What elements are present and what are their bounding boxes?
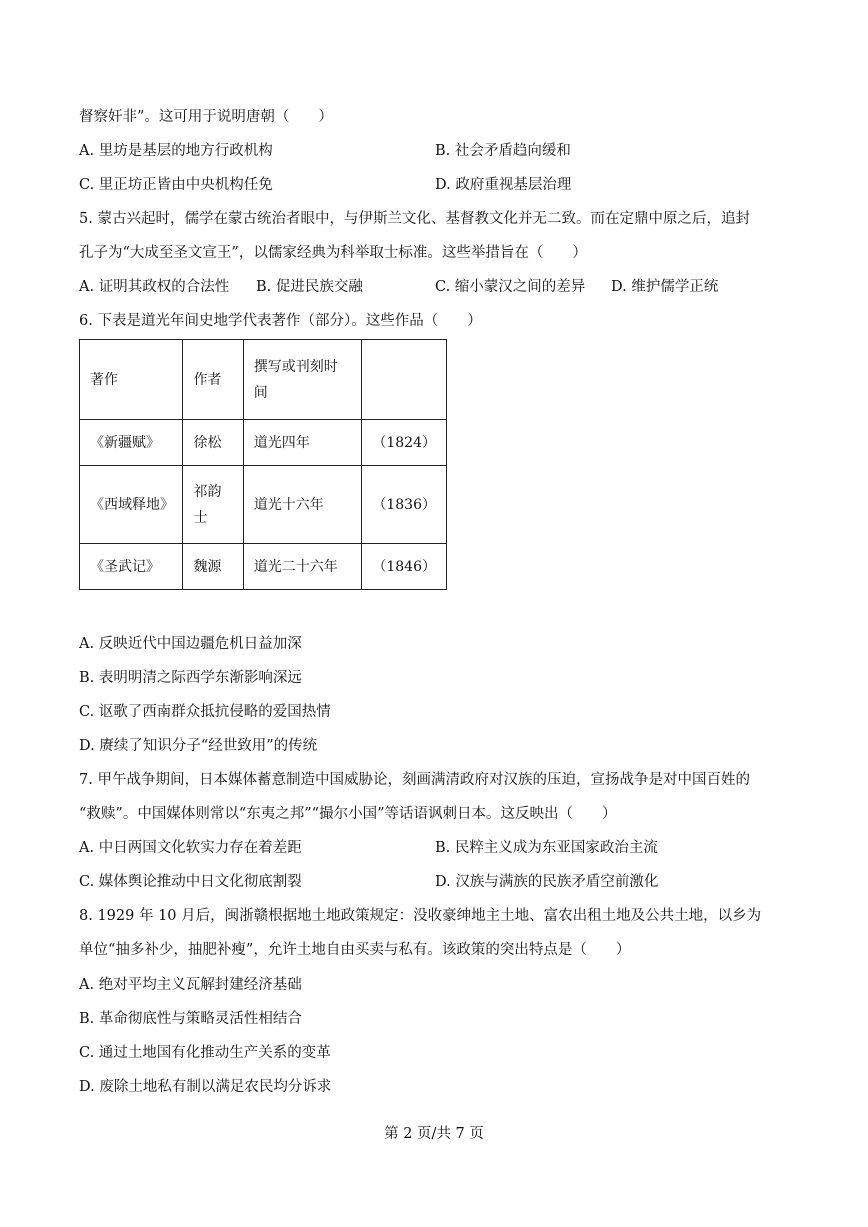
q8-stem-line1: 8. 1929 年 10 月后，闽浙赣根据地土地政策规定：没收豪绅地主土地、富农出租土地及公共土地，以乡为 (79, 908, 762, 924)
q6-option-c: C. 讴歌了西南群众抵抗侵略的爱国热情 (79, 704, 331, 720)
table-cell: 祁韵士 (183, 466, 243, 544)
table-cell: （1836） (362, 466, 447, 544)
q7-option-c: C. 媒体舆论推动中日文化彻底割裂 (79, 874, 302, 890)
table-cell: 《西域释地》 (80, 466, 183, 544)
table-header-cell (362, 340, 447, 420)
table-cell: 徐松 (183, 420, 243, 466)
table-cell: 道光十六年 (243, 466, 362, 544)
q6-stem: 6. 下表是道光年间史地学代表著作（部分）。这些作品（ ） (79, 313, 482, 329)
table-row (80, 466, 447, 544)
table-cell: 魏源 (183, 544, 243, 590)
q4-stem-tail: 督察奸非”。这可用于说明唐朝（ ） (79, 109, 333, 125)
q4-option-c: C. 里正坊正皆由中央机构任免 (79, 177, 273, 193)
q6-option-d: D. 赓续了知识分子“经世致用”的传统 (79, 738, 318, 754)
q5-option-c: C. 缩小蒙汉之间的差异 (435, 279, 586, 295)
table-header-cell: 著作 (80, 340, 183, 420)
q5-option-a: A. 证明其政权的合法性 (79, 279, 230, 295)
q5-stem-line1: 5. 蒙古兴起时，儒学在蒙古统治者眼中，与伊斯兰文化、基督教文化并无二致。而在定鼎中原之后，追封 (79, 211, 750, 227)
q8-option-d: D. 废除土地私有制以满足农民均分诉求 (79, 1079, 332, 1095)
q6-option-a: A. 反映近代中国边疆危机日益加深 (79, 636, 302, 652)
table-header-row (80, 340, 447, 420)
table-header-cell: 撰写或刊刻时间 (243, 340, 362, 420)
table-cell: 《新疆赋》 (80, 420, 183, 466)
page-footer: 第 2 页/共 7 页 (384, 1126, 484, 1142)
q5-stem-line2: 孔子为“大成至圣文宣王”，以儒家经典为科举取士标准。这些举措旨在（ ） (79, 245, 587, 261)
q7-option-b: B. 民粹主义成为东亚国家政治主流 (435, 840, 658, 856)
table-row (80, 544, 447, 590)
q6-option-b: B. 表明明清之际西学东渐影响深远 (79, 670, 302, 686)
q7-option-a: A. 中日两国文化软实力存在着差距 (79, 840, 302, 856)
q4-option-a: A. 里坊是基层的地方行政机构 (79, 143, 273, 159)
q7-option-d: D. 汉族与满族的民族矛盾空前激化 (435, 874, 659, 890)
q8-option-c: C. 通过土地国有化推动生产关系的变革 (79, 1045, 331, 1061)
q8-stem-line2: 单位“抽多补少，抽肥补瘦”，允许土地自由买卖与私有。该政策的突出特点是（ ） (79, 942, 631, 958)
q4-option-d: D. 政府重视基层治理 (435, 177, 572, 193)
q5-option-d: D. 维护儒学正统 (611, 279, 719, 295)
q7-stem-line1: 7. 甲午战争期间，日本媒体蓄意制造中国威胁论，刻画满清政府对汉族的压迫，宣扬战争是对中国百姓的 (79, 772, 750, 788)
table-cell: 《圣武记》 (80, 544, 183, 590)
table-cell: （1824） (362, 420, 447, 466)
q7-stem-line2: “救赎”。中国媒体则常以“东夷之邦”“撮尔小国”等话语讽刺日本。这反映出（ ） (79, 806, 617, 822)
table-row (80, 420, 447, 466)
q4-option-b: B. 社会矛盾趋向缓和 (435, 143, 571, 159)
table-cell: （1846） (362, 544, 447, 590)
table-cell: 道光二十六年 (243, 544, 362, 590)
q5-option-b: B. 促进民族交融 (256, 279, 363, 295)
table-cell: 道光四年 (243, 420, 362, 466)
works-table (79, 339, 447, 590)
table-header-cell: 作者 (183, 340, 243, 420)
q8-option-a: A. 绝对平均主义瓦解封建经济基础 (79, 977, 302, 993)
q8-option-b: B. 革命彻底性与策略灵活性相结合 (79, 1011, 302, 1027)
